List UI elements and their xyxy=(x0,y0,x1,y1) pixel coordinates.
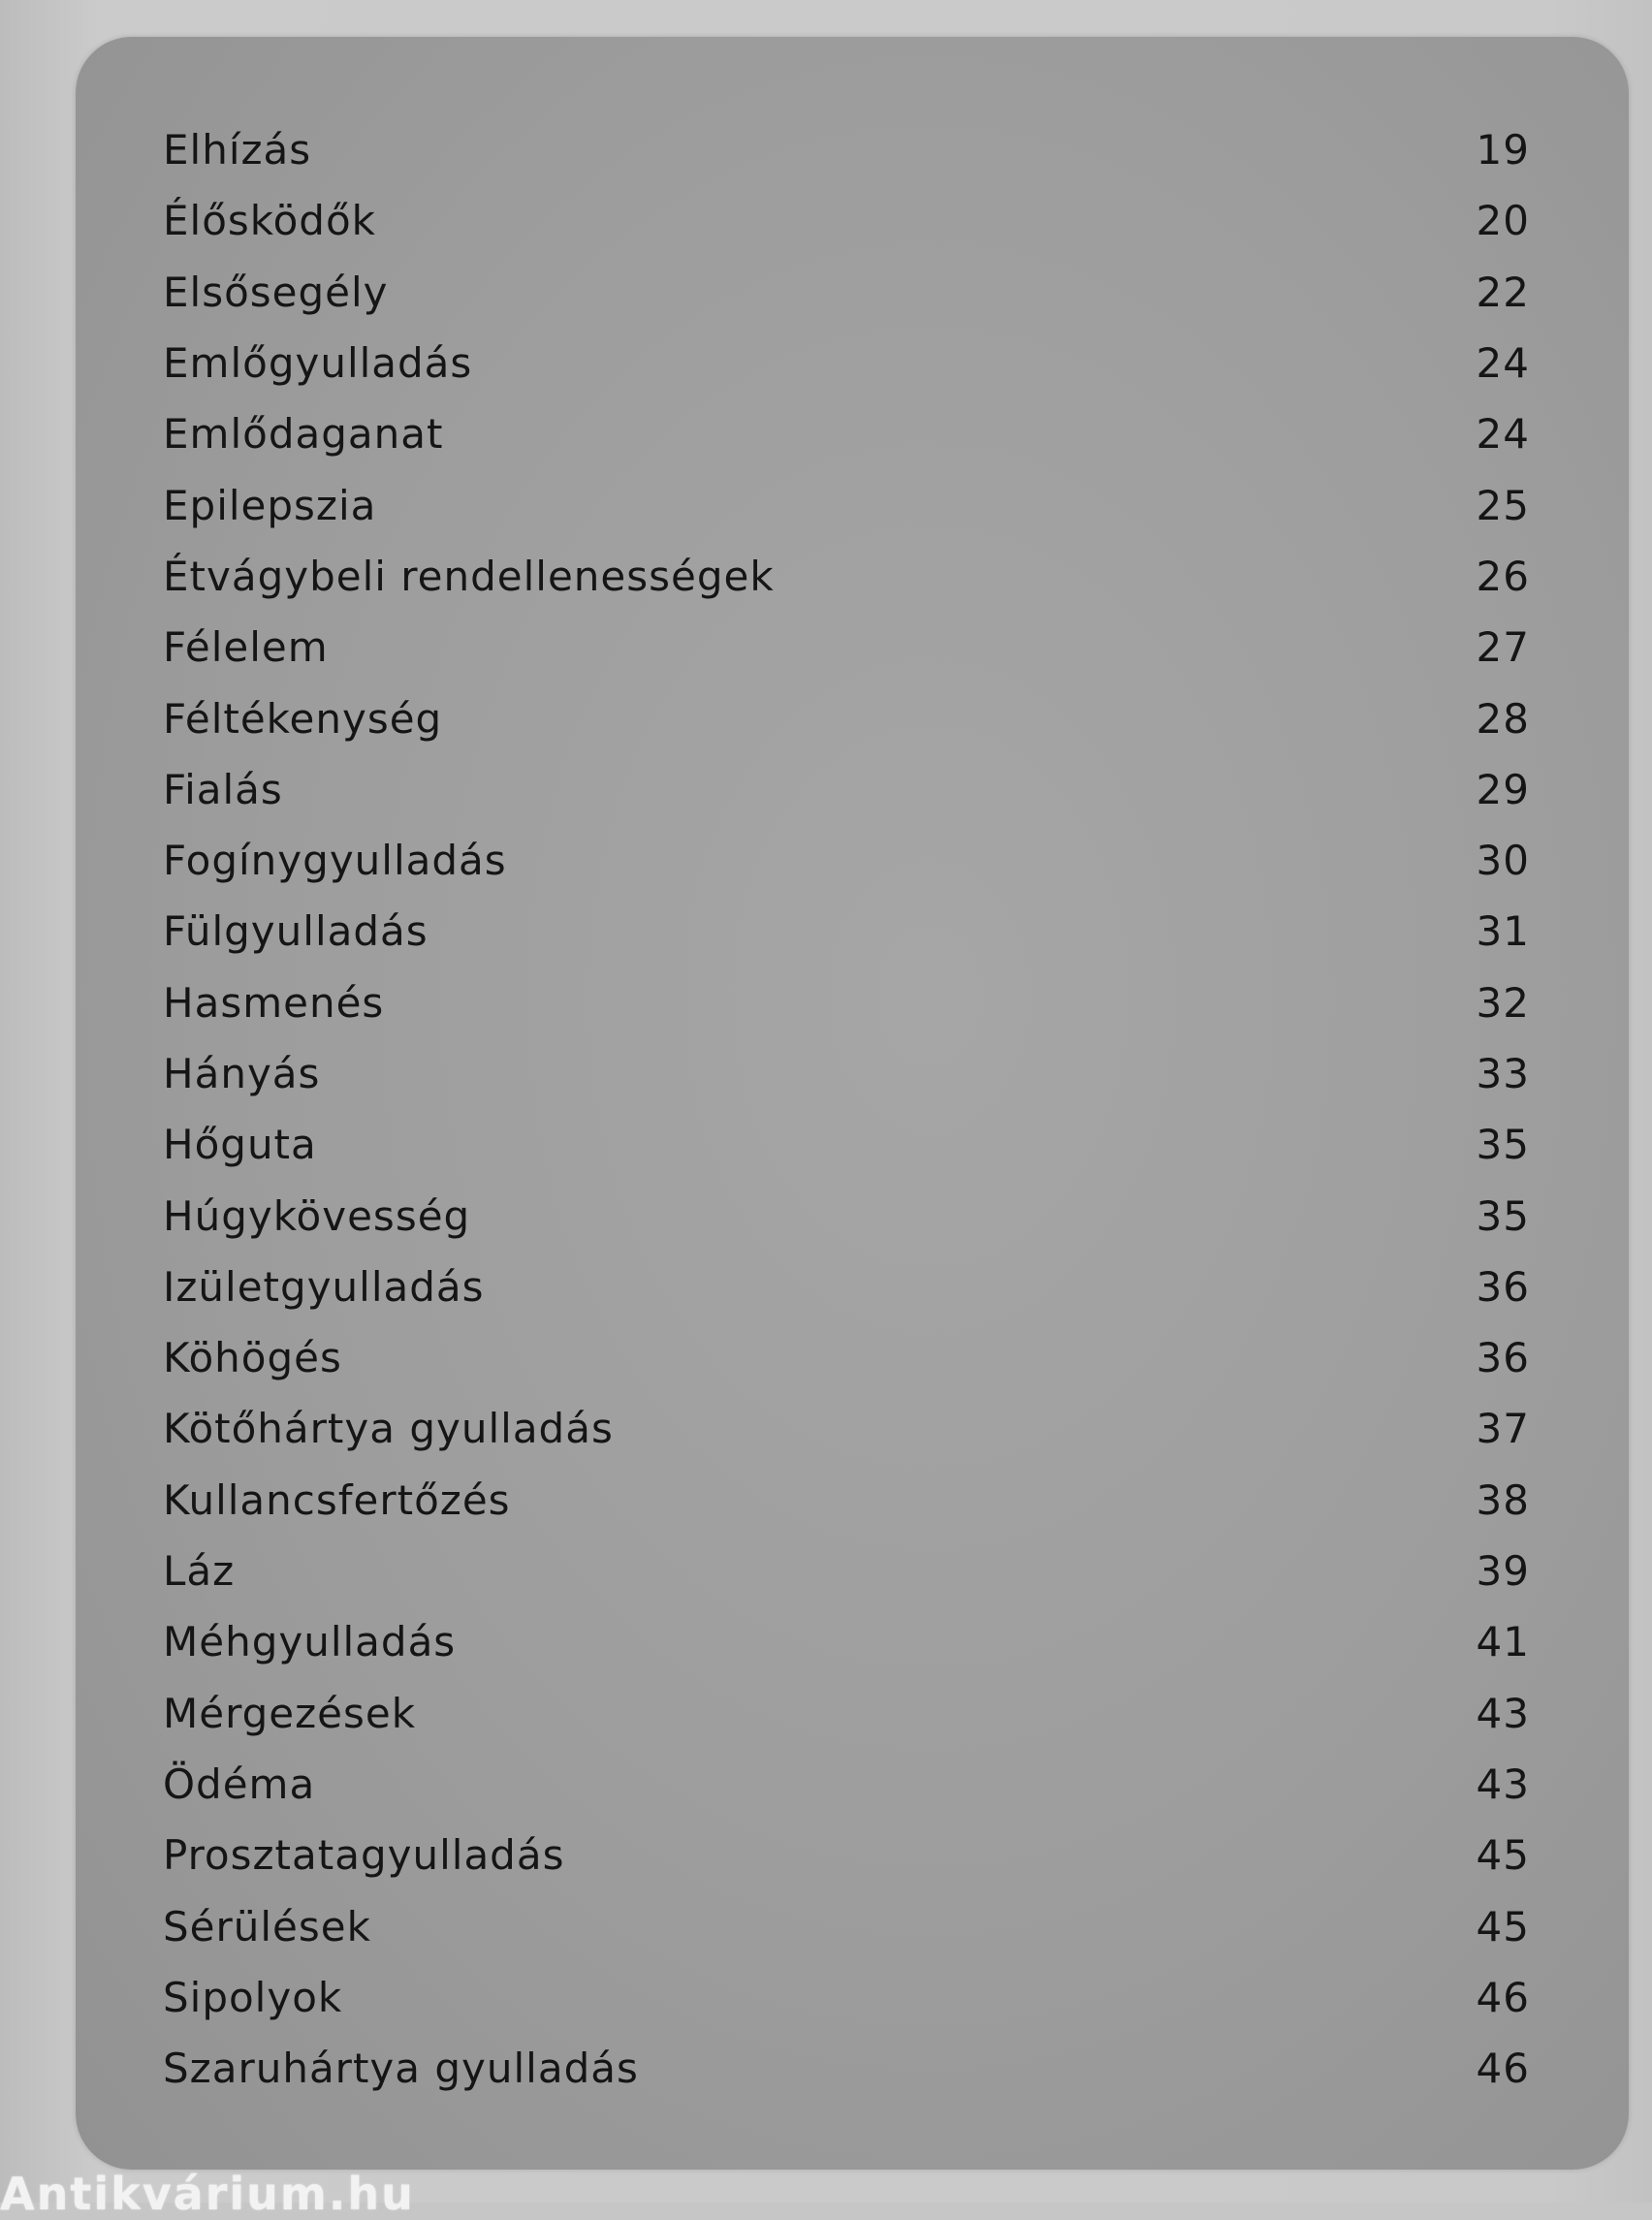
toc-entry-page-number: 22 xyxy=(1476,268,1530,316)
toc-entry-page-number: 20 xyxy=(1476,197,1530,245)
toc-entry-page-number: 45 xyxy=(1476,1831,1530,1880)
toc-entry xyxy=(163,1536,1530,1606)
toc-entry-title: Elhízás xyxy=(163,126,312,174)
toc-entry-title: Félelem xyxy=(163,623,329,672)
toc-entry xyxy=(163,612,1530,682)
toc-entry-page-number: 46 xyxy=(1476,2045,1530,2093)
toc-entry-title: Sérülések xyxy=(163,1902,371,1950)
toc-entry-title: Mérgezések xyxy=(163,1689,417,1737)
toc-entry xyxy=(163,682,1530,753)
toc-entry xyxy=(163,1109,1530,1180)
toc-entry-title: Hőguta xyxy=(163,1121,317,1169)
toc-entry-title: Kullancsfertőzés xyxy=(163,1475,511,1524)
toc-entry-title: Fialás xyxy=(163,765,283,813)
toc-entry xyxy=(163,1606,1530,1677)
toc-entry-title: Kötőhártya gyulladás xyxy=(163,1405,614,1453)
toc-entry-title: Emlőgyulladás xyxy=(163,339,473,388)
toc-entry-page-number: 27 xyxy=(1476,623,1530,672)
toc-entry xyxy=(163,541,1530,612)
toc-entry-title: Élősködők xyxy=(163,197,376,245)
toc-entry xyxy=(163,469,1530,540)
toc-entry-page-number: 43 xyxy=(1476,1689,1530,1737)
toc-entry xyxy=(163,1038,1530,1109)
toc-entry-page-number: 37 xyxy=(1476,1405,1530,1453)
toc-entry-page-number: 45 xyxy=(1476,1902,1530,1950)
toc-entry-page-number: 36 xyxy=(1476,1262,1530,1311)
toc-entry-title: Láz xyxy=(163,1547,236,1596)
toc-entry-title: Szaruhártya gyulladás xyxy=(163,2045,639,2093)
toc-entry-page-number: 41 xyxy=(1476,1618,1530,1666)
toc-entry-page-number: 46 xyxy=(1476,1973,1530,2021)
toc-entry xyxy=(163,754,1530,825)
toc-entry xyxy=(163,1890,1530,1961)
toc-entry-page-number: 24 xyxy=(1476,339,1530,388)
toc-entry-page-number: 38 xyxy=(1476,1475,1530,1524)
toc-entry-title: Fülgyulladás xyxy=(163,907,429,956)
toc-entry xyxy=(163,257,1530,328)
toc-list xyxy=(163,114,1530,2104)
toc-entry-page-number: 28 xyxy=(1476,694,1530,743)
toc-entry xyxy=(163,967,1530,1038)
toc-entry-page-number: 30 xyxy=(1476,837,1530,885)
toc-entry xyxy=(163,1962,1530,2033)
toc-entry-page-number: 25 xyxy=(1476,481,1530,529)
toc-entry-title: Emlődaganat xyxy=(163,410,444,459)
toc-entry xyxy=(163,825,1530,896)
toc-entry-page-number: 26 xyxy=(1476,552,1530,600)
toc-entry-page-number: 29 xyxy=(1476,765,1530,813)
toc-entry xyxy=(163,1678,1530,1749)
toc-entry-page-number: 36 xyxy=(1476,1334,1530,1382)
toc-entry-title: Köhögés xyxy=(163,1334,342,1382)
toc-entry-page-number: 35 xyxy=(1476,1191,1530,1240)
toc-entry-title: Féltékenység xyxy=(163,694,443,743)
toc-entry-page-number: 19 xyxy=(1476,126,1530,174)
toc-entry-title: Hasmenés xyxy=(163,978,385,1027)
toc-entry-page-number: 43 xyxy=(1476,1760,1530,1808)
toc-entry-title: Fogínygyulladás xyxy=(163,837,507,885)
toc-entry-title: Hányás xyxy=(163,1050,321,1097)
toc-entry-title: Epilepszia xyxy=(163,481,377,529)
toc-entry xyxy=(163,1393,1530,1464)
toc-entry xyxy=(163,1252,1530,1322)
toc-entry xyxy=(163,114,1530,185)
toc-entry xyxy=(163,2033,1530,2104)
toc-entry xyxy=(163,398,1530,469)
watermark-text: Antikvárium.hu xyxy=(0,2168,415,2220)
toc-entry-title: Ödéma xyxy=(163,1760,316,1808)
toc-entry-title: Izületgyulladás xyxy=(163,1262,485,1311)
toc-panel xyxy=(76,37,1629,2170)
toc-entry-title: Méhgyulladás xyxy=(163,1618,457,1666)
toc-entry xyxy=(163,328,1530,398)
toc-entry xyxy=(163,1820,1530,1890)
toc-entry-title: Húgykövesség xyxy=(163,1191,471,1240)
toc-entry-page-number: 33 xyxy=(1476,1050,1530,1097)
toc-entry xyxy=(163,1322,1530,1393)
toc-entry-page-number: 32 xyxy=(1476,978,1530,1027)
toc-entry-page-number: 35 xyxy=(1476,1121,1530,1169)
toc-entry-page-number: 39 xyxy=(1476,1547,1530,1596)
toc-entry xyxy=(163,1180,1530,1251)
toc-entry-title: Elsősegély xyxy=(163,268,389,316)
toc-entry-title: Prosztatagyulladás xyxy=(163,1831,565,1880)
toc-entry xyxy=(163,896,1530,967)
toc-entry-page-number: 31 xyxy=(1476,907,1530,956)
toc-entry xyxy=(163,185,1530,256)
toc-entry xyxy=(163,1749,1530,1820)
toc-entry-title: Sipolyok xyxy=(163,1973,343,2021)
toc-entry xyxy=(163,1465,1530,1536)
toc-entry-page-number: 24 xyxy=(1476,410,1530,459)
toc-entry-title: Étvágybeli rendellenességek xyxy=(163,552,775,600)
